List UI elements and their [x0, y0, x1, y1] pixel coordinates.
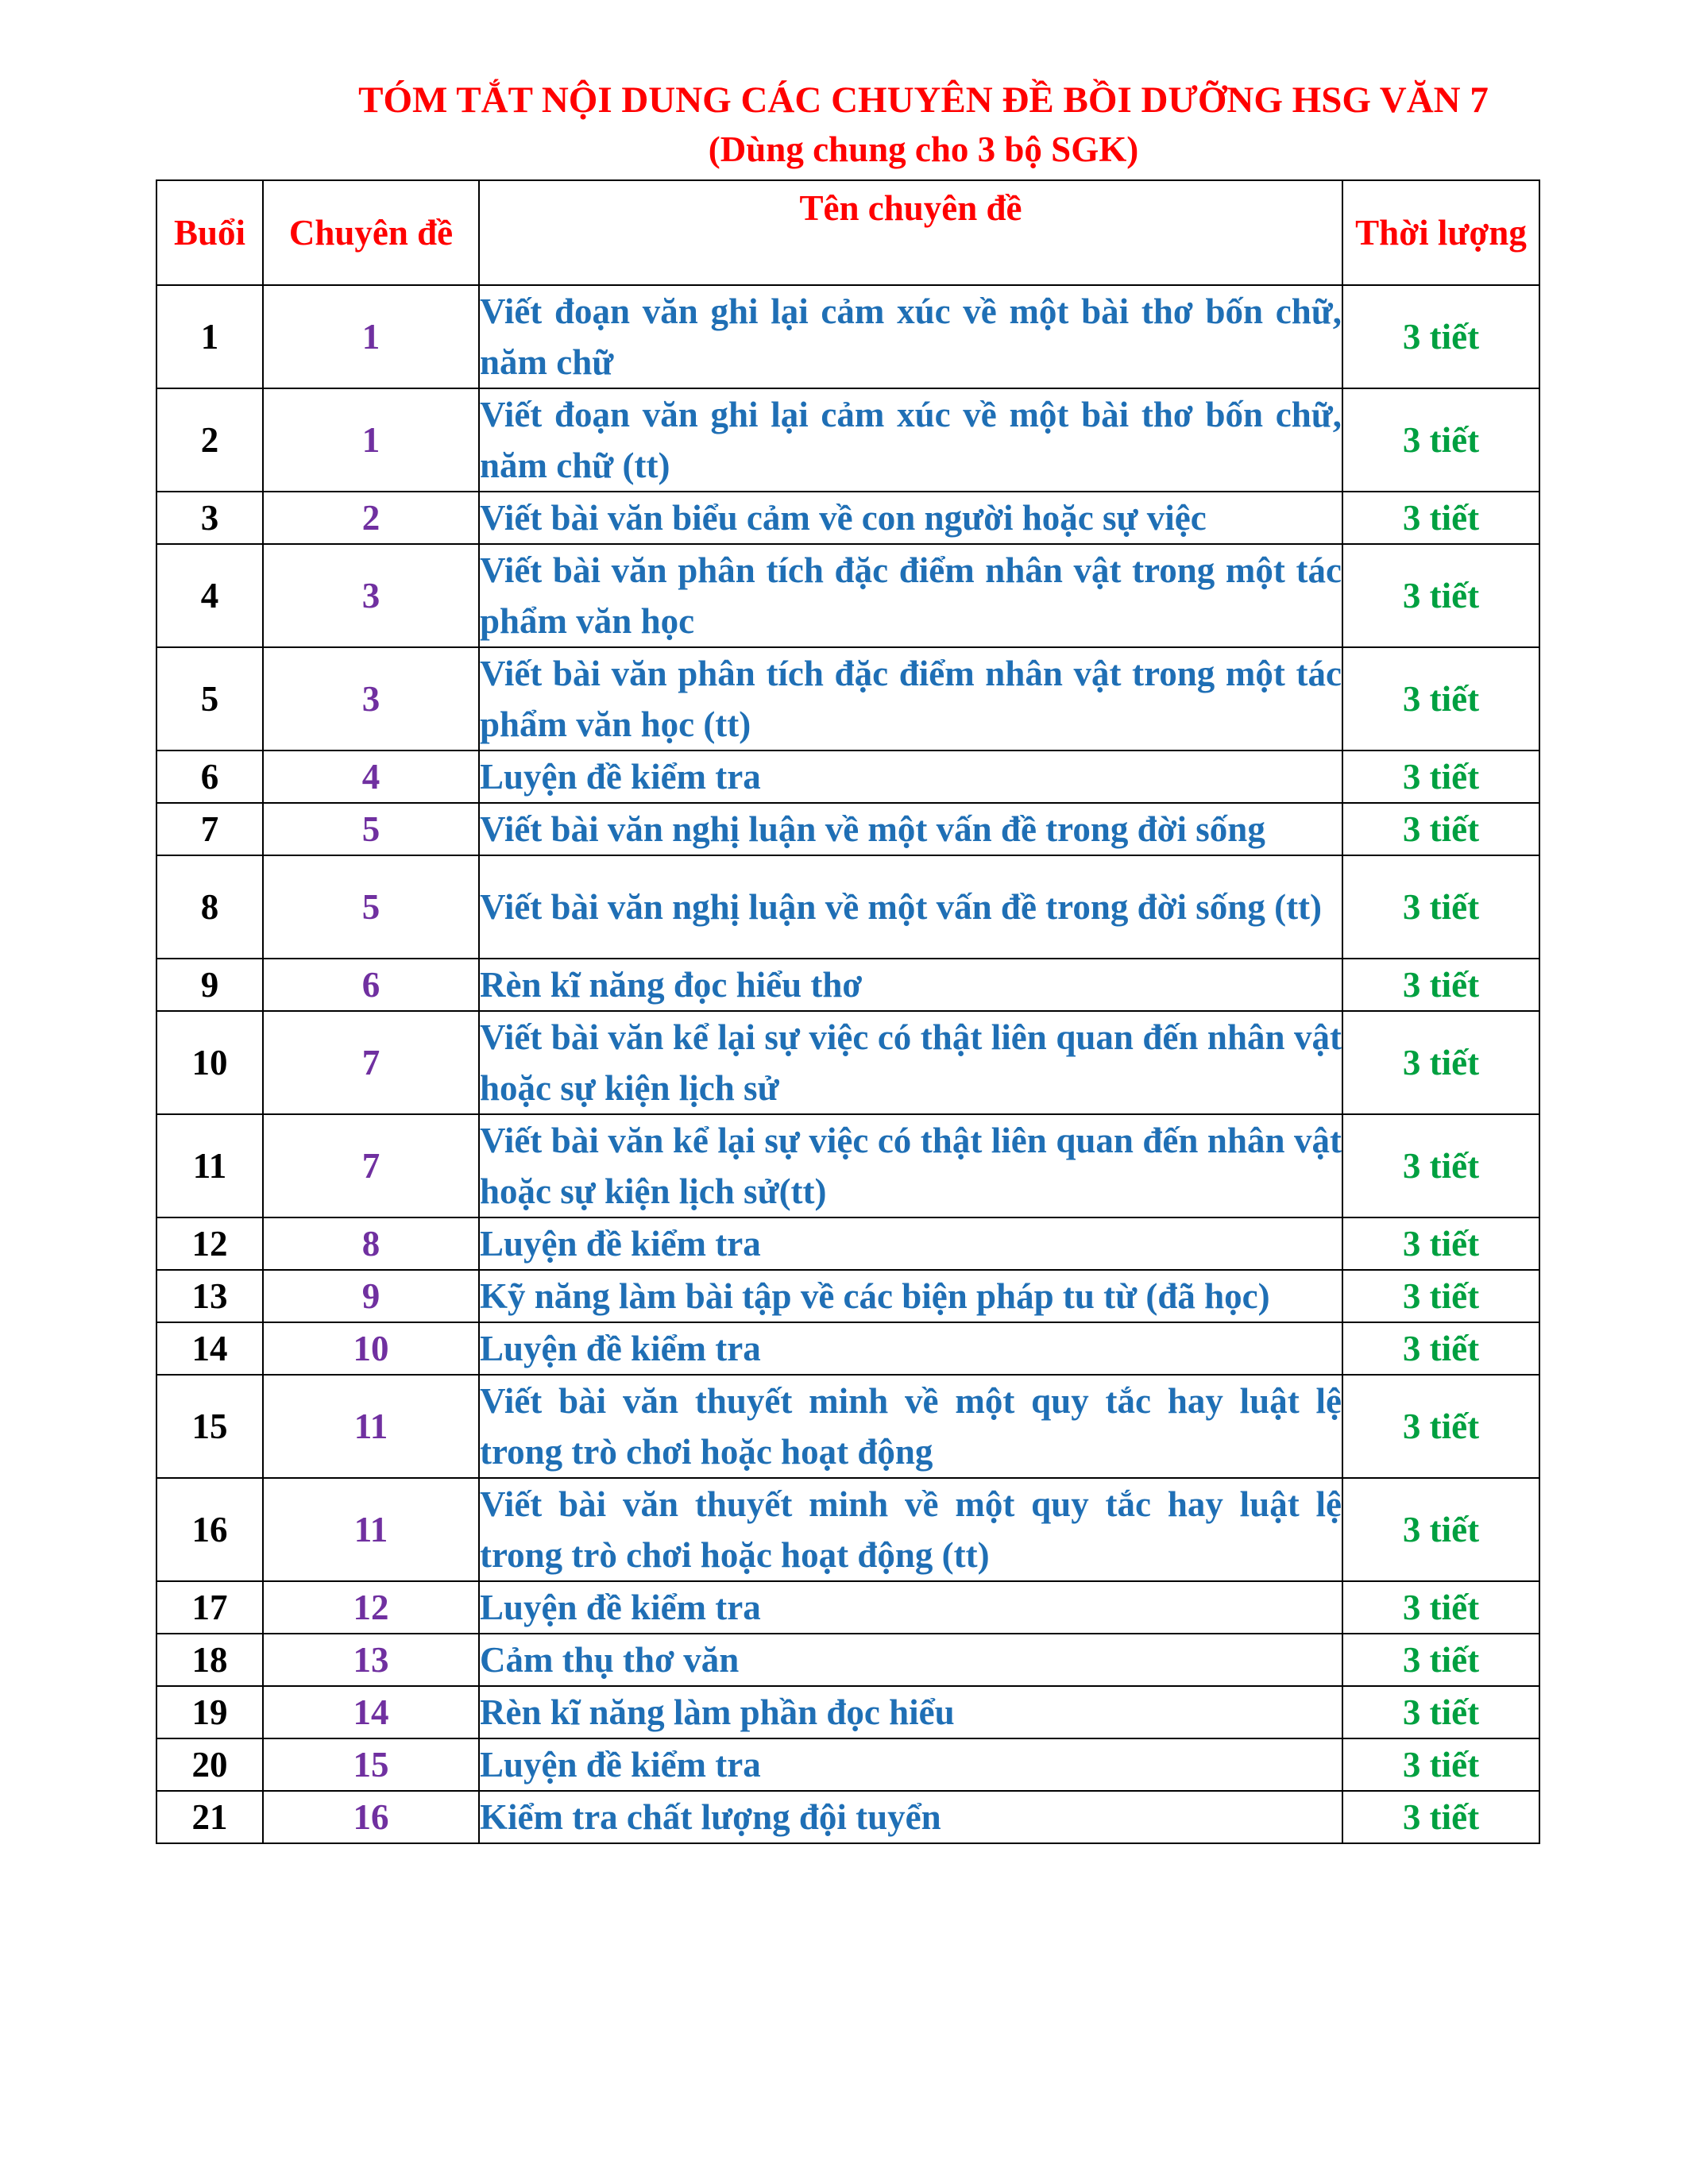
topic-name-cell: Viết bài văn phân tích đặc điểm nhân vật trong một tác phẩm văn học [479, 544, 1342, 647]
topic-name-cell: Viết bài văn kể lại sự việc có thật liên quan đến nhân vật hoặc sự kiện lịch sử [479, 1011, 1342, 1114]
topic-cell: 9 [263, 1270, 479, 1322]
topic-cell: 11 [263, 1375, 479, 1478]
topic-name-cell: Viết đoạn văn ghi lại cảm xúc về một bài thơ bốn chữ, năm chữ (tt) [479, 388, 1342, 492]
header-row [156, 180, 1539, 285]
topic-name-cell: Viết đoạn văn ghi lại cảm xúc về một bài thơ bốn chữ, năm chữ [479, 285, 1342, 388]
session-cell: 11 [156, 1114, 263, 1217]
duration-cell: 3 tiết [1342, 959, 1539, 1011]
session-cell: 2 [156, 388, 263, 492]
topic-cell: 13 [263, 1634, 479, 1686]
table-row [156, 1634, 1539, 1686]
session-cell: 3 [156, 492, 263, 544]
table-body [156, 285, 1539, 1843]
header-duration: Thời lượng [1342, 180, 1539, 285]
topic-name-cell: Viết bài văn biểu cảm về con người hoặc sự việc [479, 492, 1342, 544]
schedule-table [156, 179, 1540, 1844]
topic-cell: 3 [263, 544, 479, 647]
topic-name-cell: Viết bài văn thuyết minh về một quy tắc hay luật lệ trong trò chơi hoặc hoạt động [479, 1375, 1342, 1478]
duration-cell: 3 tiết [1342, 388, 1539, 492]
header-topic: Chuyên đề [263, 180, 479, 285]
session-cell: 21 [156, 1791, 263, 1843]
topic-cell: 10 [263, 1322, 479, 1375]
topic-name-cell: Luyện đề kiểm tra [479, 1322, 1342, 1375]
header-topic-name: Tên chuyên đề [479, 180, 1342, 285]
table-row [156, 388, 1539, 492]
duration-cell: 3 tiết [1342, 803, 1539, 855]
duration-cell: 3 tiết [1342, 1478, 1539, 1581]
topic-cell: 4 [263, 751, 479, 803]
table-row [156, 803, 1539, 855]
topic-cell: 2 [263, 492, 479, 544]
topic-cell: 16 [263, 1791, 479, 1843]
session-cell: 20 [156, 1738, 263, 1791]
table-row [156, 1375, 1539, 1478]
table-row [156, 544, 1539, 647]
topic-name-cell: Viết bài văn kể lại sự việc có thật liên quan đến nhân vật hoặc sự kiện lịch sử(tt) [479, 1114, 1342, 1217]
duration-cell: 3 tiết [1342, 1791, 1539, 1843]
topic-cell: 7 [263, 1011, 479, 1114]
session-cell: 14 [156, 1322, 263, 1375]
topic-name-cell: Kiểm tra chất lượng đội tuyển [479, 1791, 1342, 1843]
session-cell: 15 [156, 1375, 263, 1478]
table-row [156, 492, 1539, 544]
table-row [156, 285, 1539, 388]
table-row [156, 1270, 1539, 1322]
topic-name-cell: Kỹ năng làm bài tập về các biện pháp tu từ (đã học) [479, 1270, 1342, 1322]
topic-cell: 5 [263, 803, 479, 855]
table-row [156, 1478, 1539, 1581]
topic-cell: 14 [263, 1686, 479, 1738]
duration-cell: 3 tiết [1342, 285, 1539, 388]
duration-cell: 3 tiết [1342, 855, 1539, 959]
session-cell: 10 [156, 1011, 263, 1114]
session-cell: 17 [156, 1581, 263, 1634]
session-cell: 9 [156, 959, 263, 1011]
duration-cell: 3 tiết [1342, 1322, 1539, 1375]
topic-name-cell: Viết bài văn nghị luận về một vấn đề trong đời sống [479, 803, 1342, 855]
table-row [156, 1738, 1539, 1791]
topic-cell: 11 [263, 1478, 479, 1581]
topic-cell: 3 [263, 647, 479, 751]
duration-cell: 3 tiết [1342, 1375, 1539, 1478]
duration-cell: 3 tiết [1342, 1114, 1539, 1217]
table-row [156, 1686, 1539, 1738]
session-cell: 16 [156, 1478, 263, 1581]
table-row [156, 1114, 1539, 1217]
table-row [156, 959, 1539, 1011]
table-row [156, 1791, 1539, 1843]
table-row [156, 1217, 1539, 1270]
session-cell: 1 [156, 285, 263, 388]
topic-cell: 1 [263, 285, 479, 388]
duration-cell: 3 tiết [1342, 544, 1539, 647]
table-row [156, 751, 1539, 803]
table-header [156, 180, 1539, 285]
topic-name-cell: Luyện đề kiểm tra [479, 1738, 1342, 1791]
duration-cell: 3 tiết [1342, 1217, 1539, 1270]
duration-cell: 3 tiết [1342, 647, 1539, 751]
topic-cell: 12 [263, 1581, 479, 1634]
topic-cell: 7 [263, 1114, 479, 1217]
topic-name-cell: Viết bài văn thuyết minh về một quy tắc hay luật lệ trong trò chơi hoặc hoạt động (tt) [479, 1478, 1342, 1581]
duration-cell: 3 tiết [1342, 492, 1539, 544]
topic-name-cell: Luyện đề kiểm tra [479, 751, 1342, 803]
duration-cell: 3 tiết [1342, 1686, 1539, 1738]
duration-cell: 3 tiết [1342, 1011, 1539, 1114]
duration-cell: 3 tiết [1342, 1581, 1539, 1634]
session-cell: 4 [156, 544, 263, 647]
session-cell: 18 [156, 1634, 263, 1686]
session-cell: 19 [156, 1686, 263, 1738]
duration-cell: 3 tiết [1342, 1738, 1539, 1791]
session-cell: 5 [156, 647, 263, 751]
topic-name-cell: Viết bài văn nghị luận về một vấn đề trong đời sống (tt) [479, 855, 1342, 959]
topic-name-cell: Rèn kĩ năng đọc hiểu thơ [479, 959, 1342, 1011]
session-cell: 7 [156, 803, 263, 855]
document-subtitle: (Dùng chung cho 3 bộ SGK) [708, 129, 1139, 169]
topic-name-cell: Viết bài văn phân tích đặc điểm nhân vật trong một tác phẩm văn học (tt) [479, 647, 1342, 751]
table-row [156, 1322, 1539, 1375]
table-row [156, 855, 1539, 959]
topic-cell: 5 [263, 855, 479, 959]
topic-cell: 6 [263, 959, 479, 1011]
session-cell: 6 [156, 751, 263, 803]
duration-cell: 3 tiết [1342, 1634, 1539, 1686]
topic-cell: 8 [263, 1217, 479, 1270]
session-cell: 13 [156, 1270, 263, 1322]
topic-name-cell: Luyện đề kiểm tra [479, 1217, 1342, 1270]
table-row [156, 647, 1539, 751]
topic-name-cell: Cảm thụ thơ văn [479, 1634, 1342, 1686]
header-session: Buổi [156, 180, 263, 285]
topic-cell: 15 [263, 1738, 479, 1791]
duration-cell: 3 tiết [1342, 751, 1539, 803]
document-title: TÓM TẮT NỘI DUNG CÁC CHUYÊN ĐỀ BỒI DƯỠNG HSG VĂN 7 [358, 79, 1489, 121]
topic-name-cell: Luyện đề kiểm tra [479, 1581, 1342, 1634]
session-cell: 8 [156, 855, 263, 959]
topic-name-cell: Rèn kĩ năng làm phần đọc hiểu [479, 1686, 1342, 1738]
table-row [156, 1581, 1539, 1634]
duration-cell: 3 tiết [1342, 1270, 1539, 1322]
topic-cell: 1 [263, 388, 479, 492]
session-cell: 12 [156, 1217, 263, 1270]
table-row [156, 1011, 1539, 1114]
